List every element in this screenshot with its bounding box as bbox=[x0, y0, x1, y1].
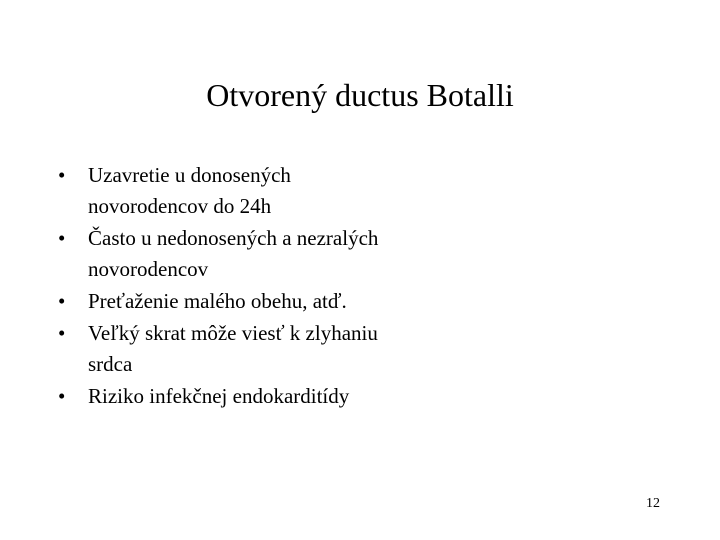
page-number: 12 bbox=[646, 496, 660, 511]
slide-title: Otvorený ductus Botalli bbox=[206, 77, 514, 113]
bullet-text: Uzavretie u donosených novorodencov do 24h bbox=[88, 163, 291, 218]
bullet-text: Preťaženie malého obehu, atď. bbox=[88, 289, 347, 313]
bullet-icon: • bbox=[58, 384, 66, 408]
bullet-text: Riziko infekčnej endokarditídy bbox=[88, 384, 350, 408]
bullet-icon: • bbox=[58, 226, 66, 250]
bullet-icon: • bbox=[58, 289, 66, 313]
bullet-list bbox=[58, 160, 398, 413]
bullet-text: Často u nedonosených a nezralých novorodencov bbox=[88, 226, 379, 281]
bullet-icon: • bbox=[58, 163, 66, 187]
bullet-item bbox=[58, 318, 398, 380]
bullet-item bbox=[58, 381, 398, 412]
bullet-icon: • bbox=[58, 321, 66, 345]
bullet-item bbox=[58, 223, 398, 285]
bullet-item bbox=[58, 286, 398, 317]
bullet-text: Veľký skrat môže viesť k zlyhaniu srdca bbox=[88, 321, 378, 376]
bullet-item bbox=[58, 160, 398, 222]
